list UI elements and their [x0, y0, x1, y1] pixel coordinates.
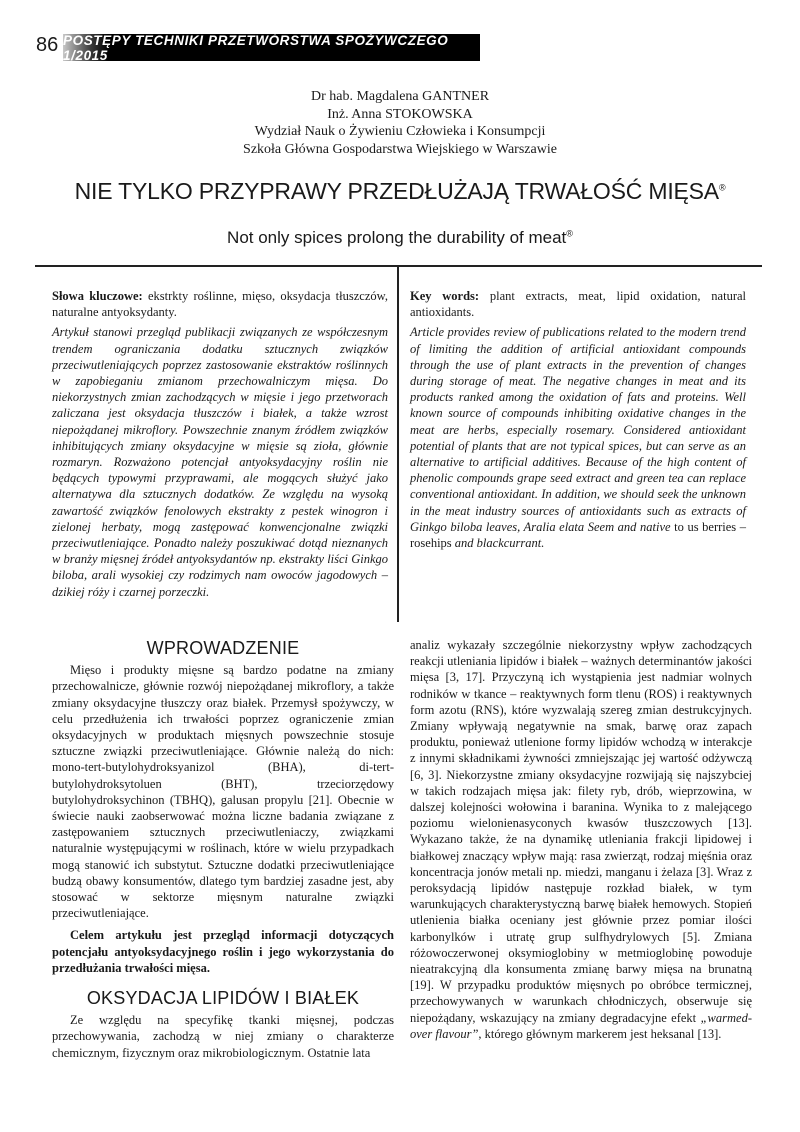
paragraph-text: analiz wykazały szczególnie niekorzystny wpływ zachodzących reakcji utleniania lipidów i białek – ważnych determinantów jakości mięsa [3, 17]. Przyczyną ich wystąpienia jest nadmiar wolnych rodników w tkance – reaktywnych form tlenu (ROS) i reaktywnych form azotu (RNS), które wyzwalają szereg zmian destrukcyjnych. Zmiany wpływają negatywnie na smak, barwę oraz zapach produktu, ponieważ utlenione formy lipidów wchodzą w interakcje z innymi składnikami żywności zmniejszając jej wartość odżywczą [6, 3]. Niekorzystne zmiany oksydacyjne rozwijają się najszybciej w takich rodzajach mięsa jak: filety ryb, drób, wieprzowina, w dalszej kolejności wołowina i baranina. Wynika to z malejącego poziomu wielonienasyconych kwasów tłuszczowych [13]. Wykazano także, że na dynamikę utleniania frakcji lipidowej i białkowej znaczący wpływ mają: rasa zwierząt, rodzaj mięśnia oraz koncentracja jonów metali np. miedzi, manganu i żelaza [3]. Wraz z peroksydacją lipidów następuje rozkład białek, w tym warunkujących charakterystyczną barwę białek hemowych. Stopień utlenienia białka oceniany jest głównie przez pomiar ilości karbonylków i utratę grup sulfhydrylowych [5]. Zmiana różowoczerwonej oksymioglobiny w metmioglobinę powoduje nieatrakcyjną dla konsumenta zmianę barwy mięsa na brunatną [19]. W przypadku produktów mięsnych po obróbce termicznej, przechowywanych w warunkach chłodniczych, obserwuje się niepożądany, wskazujący na zmiany degradacyjne efekt [410, 638, 752, 1025]
article-title-polish [0, 178, 800, 205]
abstract-text [410, 324, 746, 551]
section-heading-intro: WPROWADZENIE [146, 638, 300, 658]
paragraph-continued [410, 637, 752, 1042]
author-line: Inż. Anna STOKOWSKA [327, 106, 473, 122]
abstract-italic-part: Article provides review of publications related to the modern trend of limiting the addition of artificial antioxidant compounds through the use of plant extracts in the prevention of changes during storage of meat. The negative changes in meat and its products ranked among the oxidation of fats and proteins. Well known source of compounds inhibiting oxidative changes in the meat are herbs, especially rosemary. Considered antioxidant potential of plants that are not typical spices, but can serve as an alternative to artificial additives. Because of the high content of phenolic compounds grape seed extract and green tea can replace conventional antioxidant. In addition, we should seek the unknown in the meat industry sources of antioxidants such as extracts of Ginkgo biloba leaves, Aralia elata Seem and native [410, 325, 746, 534]
aim-paragraph: Celem artykułu jest przegląd informacji dotyczących potencjału antyoksydacyjnego roślin i jego wykorzystania do przedłużania trwałości mięsa. [52, 928, 394, 975]
abstract-english [410, 288, 746, 555]
paragraph: Ze względu na specyfikę tkanki mięsnej, podczas przechowywania, zachodzą w niej zmiany o charakterze chemicznym, fizycznym oraz mikrobiologicznym. Ostatnie lata [52, 1013, 394, 1060]
registered-mark: ® [718, 182, 726, 193]
paragraph-text: , którego głównym markerem jest heksanal [13]. [478, 1026, 722, 1041]
journal-title: POSTĘPY TECHNIKI PRZETWÓRSTWA SPOŻYWCZEGO 1/2015 [63, 32, 449, 63]
section-heading-oxidation: OKSYDACJA LIPIDÓW I BIAŁEK [86, 988, 360, 1009]
article-title-english [0, 228, 800, 248]
keywords-label: Słowa kluczowe: [52, 289, 143, 303]
body-column-right [410, 637, 752, 1042]
author-line: Dr hab. Magdalena GANTNER [310, 89, 490, 104]
keywords-text: plant extracts, meat, lipid oxidation, natural antioxidants. [410, 289, 747, 320]
registered-mark: ® [566, 228, 573, 239]
abstract-roman-part: to us berries – rosehips [410, 519, 746, 551]
page-number: 86 [36, 34, 59, 56]
paragraph: Mięso i produkty mięsne są bardzo podatne na zmiany przechowalnicze, głównie rozwój niepożądanej mikroflory, a także zmiany oksydacyjne tłuszczy oraz białek. Przemysł spożywczy, w celu przedłużenia ich trwałości poprzez ograniczenie zmian oksydacyjnych w produktach mięsnych powszechnie stosuje sztuczne związki przeciwutleniające. Głównie należą do nich: mono-tert-butylohydroksyanizol (BHA), di-tert-butylohydroksytoluen (BHT), trzeciorzędowy butylohydroksychinon (TBHQ), galusan propylu [21]. Obecnie w świecie nauki zaobserwować można liczne badania związane z zastępowaniem sztucznych przeciwutleniaczy, związkami naturalnie występującymi w roślinach, które w wielu przypadkach mogą stanowić ich substytut. Sztuczne dodatki przeciwutleniające budzą obawy konsumentów, dlatego tym bardziej zasadne jest, aby stosować w sektorze mięsnym naturalne związki przeciwutleniające. [52, 663, 394, 921]
title-text: Not only spices prolong the durability of meat [227, 228, 567, 247]
title-text: NIE TYLKO PRZYPRAWY PRZEDŁUŻAJĄ TRWAŁOŚĆ MIĘSA [74, 178, 719, 204]
quoted-term: „warmed-over flavour” [410, 1010, 752, 1041]
abstract-text: Artykuł stanowi przegląd publikacji związanych ze współczesnym trendem ograniczania dodatku sztucznych związków przeciwutleniających poprzez zastosowanie ekstraktów roślinnych w zapobieganiu zmianom przechowalniczym mięsa. Do niekorzystnych zmian zachodzących w mięsie i jego przetworach zaliczana jest oksydacja tłuszczów i białek, a także wzrost niepożądanej mikroflory. Powszechnie znanym źródłem związków inhibitujących zmiany oksydacyjne w mięsie są zioła, głównie rozmaryn. Rozważono potencjał antyoksydacyjny roślin nie będących typowymi przyprawami, ale mogących służyć jako alternatywa dla sztucznych dodatków. Ze względu na wysoką zawartość związków fenolowych ekstrakty z pestek winogron i zielonej herbaty, mogą zastępować konwencjonalne związki przeciwutleniające. Ponadto należy poszukiwać dotąd nieznanych w branży mięsnej źródeł antyoksydantów np. ekstrakty liści Ginkgo biloba, arali wysokiej czy rodzimych nam owoców jagodowych – dzikiej róży i czarnej porzeczki. [52, 325, 388, 599]
horizontal-divider [35, 265, 762, 267]
author-block [0, 88, 800, 158]
abstract-italic-part: and blackcurrant. [451, 536, 545, 551]
keywords-label: Key words: [410, 289, 480, 303]
abstract-polish [52, 288, 388, 604]
vertical-divider [397, 265, 399, 622]
body-column-left [52, 640, 394, 1061]
affiliation-line: Wydział Nauk o Żywieniu Człowieka i Konsumpcji [254, 124, 546, 139]
affiliation-line: Szkoła Główna Gospodarstwa Wiejskiego w Warszawie [243, 141, 557, 157]
keywords-text: ekstrkty roślinne, mięso, oksydacja tłuszczów, naturalne antyoksydanty. [52, 289, 388, 320]
